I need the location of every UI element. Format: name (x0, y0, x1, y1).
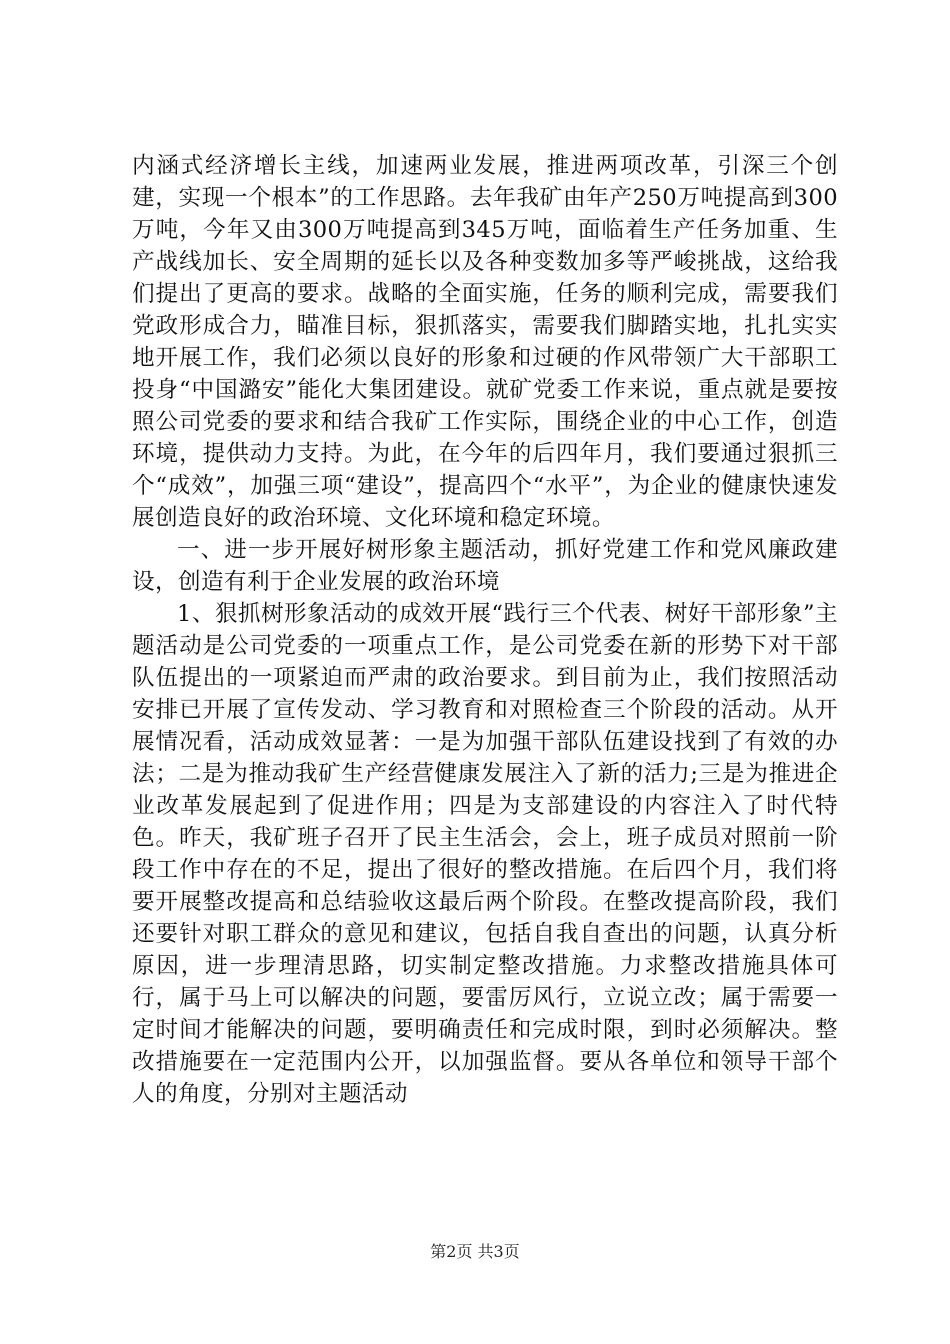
page-number-footer: 第2页 共3页 (430, 1242, 520, 1261)
body-paragraph-item-1: 1、狠抓树形象活动的成效开展“践行三个代表、树好干部形象”主题活动是公司党委的一项重点工作，是公司党委在新的形势下对干部队伍提出的一项紧迫而严肃的政治要求。到目前为止，我们按照活动安排已开展了宣传发动、学习教育和对照检查三个阶段的活动。从开展情况看，活动成效显著：一是为加强干部队伍建设找到了有效的办法；二是为推动我矿生产经营健康发展注入了新的活力;三是为推进企业改革发展起到了促进作用；四是为支部建设的内容注入了时代特色。昨天，我矿班子召开了民主生活会，会上，班子成员对照前一阶段工作中存在的不足，提出了很好的整改措施。在后四个月，我们将要开展整改提高和总结验收这最后两个阶段。在整改提高阶段，我们还要针对职工群众的意见和建议，包括自我自查出的问题，认真分析原因，进一步理清思路，切实制定整改措施。力求整改措施具体可行，属于马上可以解决的问题，要雷厉风行，立说立改；属于需要一定时间才能解决的问题，要明确责任和完成时限，到时必须解决。整改措施要在一定范围内公开，以加强监督。要从各单位和领导干部个人的角度，分别对主题活动 (132, 601, 838, 1107)
document-body (132, 150, 838, 1110)
body-paragraph-continuation: 内涵式经济增长主线，加速两业发展，推进两项改革，引深三个创建，实现一个根本”的工作思路。去年我矿由年产250万吨提高到300万吨，今年又由300万吨提高到345万吨，面临着生产任务加重、生产战线加长、安全周期的延长以及各种变数加多等严峻挑战，这给我们提出了更高的要求。战略的全面实施，任务的顺利完成，需要我们党政形成合力，瞄准目标，狠抓落实，需要我们脚踏实地，扎扎实实地开展工作，我们必须以良好的形象和过硬的作风带领广大干部职工投身“中国潞安”能化大集团建设。就矿党委工作来说，重点就是要按照公司党委的要求和结合我矿工作实际，围绕企业的中心工作，创造环境，提供动力支持。为此，在今年的后四年月，我们要通过狠抓三个“成效”，加强三项“建设”，提高四个“水平”，为企业的健康快速发展创造良好的政治环境、文化环境和稳定环境。 (132, 153, 838, 531)
section-heading-paragraph: 一、进一步开展好树形象主题活动，抓好党建工作和党风廉政建设，创造有利于企业发展的政治环境 (132, 537, 838, 595)
